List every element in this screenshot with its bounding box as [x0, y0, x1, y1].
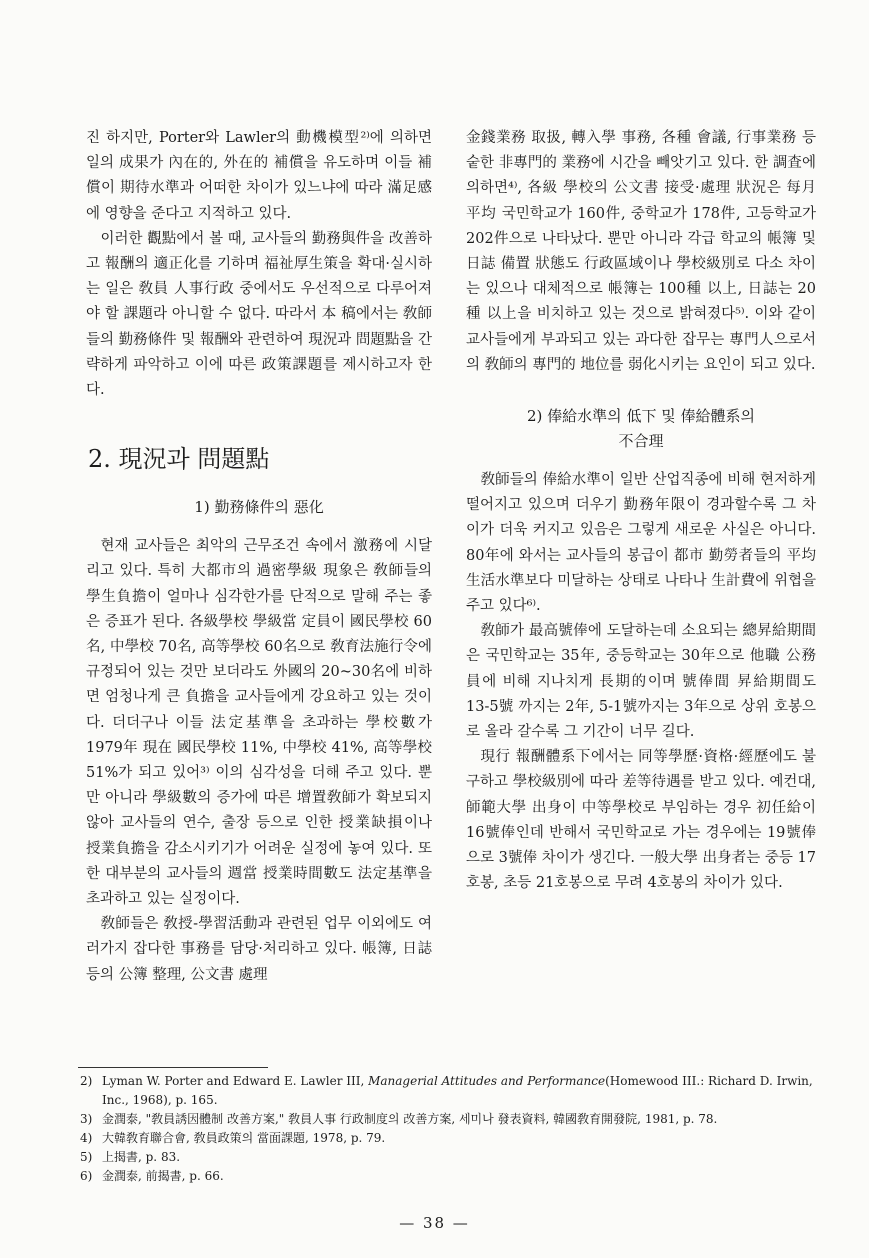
body-paragraph: 敎師들의 俸給水準이 일반 산업직종에 비해 현저하게 떨어지고 있으며 더우기 勤務年限이 경과할수록 그 차이가 더욱 커지고 있음은 그렇게 새로운 사실은 아니다. 80年에 와서는 교사들의 봉급이 都市 勤勞者들의 平均 生活水準보다 미달하는 상태로 나타나 生計費에 위협을 주고 있다⁶⁾.	[466, 472, 816, 615]
body-paragraph: 現行 報酬體系下에서는 同等學歷·資格·經歷에도 불구하고 學校級別에 따라 差等待遇를 받고 있다. 예컨대, 師範大學 出身이 中等學校로 부임하는 경우 初任給이 16號俸인데 반해서 국민학교로 가는 경우에는 19號俸으로 3號俸 차이가 생긴다. 一般大學 出身者는 중등 17호봉, 초등 21호봉으로 무려 4호봉의 차이가 있다.	[466, 749, 816, 892]
footnote-text: 金潤泰, 前揭書, p. 66.	[102, 1169, 224, 1183]
footnote-text-part: Lyman W. Porter and Edward E. Lawler III,	[102, 1074, 369, 1088]
footnote-number: 6)	[80, 1169, 93, 1183]
body-paragraph: 敎師가 最高號俸에 도달하는데 소요되는 總昇給期間은 국민학교는 35年, 중등학교는 30年으로 他職 公務員에 비해 지나치게 長期的이며 號俸間 昇給期間도 13-5號 까지는 2年, 5-1號까지는 3年으로 상위 호봉으로 올라 갈수록 그 기간이 너무 길다.	[466, 623, 816, 741]
footnote-number: 4)	[80, 1131, 93, 1145]
footnote	[80, 1072, 820, 1110]
right-column	[466, 126, 816, 896]
section-heading: 2. 現況과 問題點	[88, 445, 270, 474]
body-paragraph: 敎師들은 敎授-學習活動과 관련된 업무 이외에도 여러가지 잡다한 事務를 담당·처리하고 있다. 帳簿, 日誌 등의 公簿 整理, 公文書 處理	[86, 916, 432, 983]
footnote	[80, 1129, 820, 1148]
footnote	[80, 1148, 820, 1167]
footnote-text: 上揭書, p. 83.	[102, 1150, 181, 1164]
left-column	[86, 126, 432, 988]
body-paragraph: 현재 교사들은 최악의 근무조건 속에서 激務에 시달리고 있다. 특히 大都市의 過密學級 現象은 敎師들의 學生負擔이 얼마나 심각한가를 단적으로 말해 주는 좋은 증표가 된다. 各級學校 學級當 定員이 國民學校 60名, 中學校 70名, 高等學校 60名으로 敎育法施行令에 규정되어 있는 것만 보더라도 外國의 20~30名에 비하면 엄청나게 큰 負擔을 교사들에게 강요하고 있는 것이다. 더더구나 이들 法定基準을 초과하는 學校數가 1979年 現在 國民學校 11%, 中學校 41%, 高等學校 51%가 되고 있어³⁾ 이의 심각성을 더해 주고 있다. 뿐만 아니라 學級數의 증가에 따른 增置敎師가 확보되지 않아 교사들의 연수, 출장 등으로 인한 授業缺損이나 授業負擔을 감소시키기가 어려운 실정에 놓여 있다. 또한 대부분의 교사들의 週當 授業時間數도 法定基準을 초과하고 있는 실정이다.	[86, 538, 432, 908]
body-paragraph: 진 하지만, Porter와 Lawler의 動機模型²⁾에 의하면 일의 成果가 內在的, 外在的 補償을 유도하며 이들 補償이 期待水準과 어떠한 차이가 있느냐에 따라 滿足感에 영향을 준다고 지적하고 있다.	[86, 130, 432, 222]
footnote-number: 3)	[80, 1112, 93, 1126]
footnote	[80, 1110, 820, 1129]
footnote-text: 大韓敎育聯合會, 敎員政策의 當面課題, 1978, p. 79.	[102, 1131, 386, 1145]
footnote-text-part: (Homewood III.: Richard D. Irwin, Inc., 1968), p. 165.	[102, 1074, 813, 1107]
footnotes	[80, 1072, 820, 1186]
body-paragraph: 이러한 觀點에서 볼 때, 교사들의 勤務與件을 改善하고 報酬의 適正化를 기하며 福祉厚生策을 확대·실시하는 일은 敎員 人事行政 중에서도 우선적으로 다루어져야 할 課題라 아니할 수 없다. 따라서 本 稿에서는 敎師들의 勤務條件 및 報酬와 관련하여 現況과 問題點을 간략하게 파악하고 이에 따른 政策課題를 제시하고자 한다.	[86, 230, 432, 399]
body-paragraph: 金錢業務 取扱, 轉入學 事務, 各種 會議, 行事業務 등 숱한 非專門的 業務에 시간을 빼앗기고 있다. 한 調査에 의하면⁴⁾, 各級 學校의 公文書 接受·處理 狀況은 每月 平均 국민학교가 160件, 중학교가 178件, 고등학교가 202件으로 나타났다. 뿐만 아니라 각급 학교의 帳簿 및 日誌 備置 狀態도 行政區域이나 學校級別로 다소 차이는 있으나 대체적으로 帳簿는 100種 以上, 日誌는 20種 以上을 비치하고 있는 것으로 밝혀졌다⁵⁾. 이와 같이 교사들에게 부과되고 있는 과다한 잡무는 專門人으로서의 敎師의 專門的 地位를 弱化시키는 요인이 되고 있다.	[466, 130, 816, 373]
subsection-heading: 1) 勤務條件의 惡化	[194, 498, 324, 517]
footnote	[80, 1167, 820, 1186]
subsection-heading	[466, 404, 816, 454]
subsection-heading-line: 2) 俸給水準의 低下 및 俸給體系의	[527, 407, 755, 426]
footnote-number: 2)	[80, 1074, 93, 1088]
footnote-text: 金潤泰, "敎員誘因體制 改善方案," 敎員人事 行政制度의 改善方案, 세미나 發表資料, 韓國敎育開發院, 1981, p. 78.	[102, 1112, 718, 1126]
subsection-heading-line: 不合理	[618, 432, 664, 451]
footnote-divider	[78, 1067, 268, 1068]
footnote-text	[102, 1072, 820, 1110]
page-number: — 38 —	[399, 1214, 470, 1232]
footnote-title-italic: Managerial Attitudes and Performance	[368, 1074, 606, 1088]
footnote-number: 5)	[80, 1150, 93, 1164]
